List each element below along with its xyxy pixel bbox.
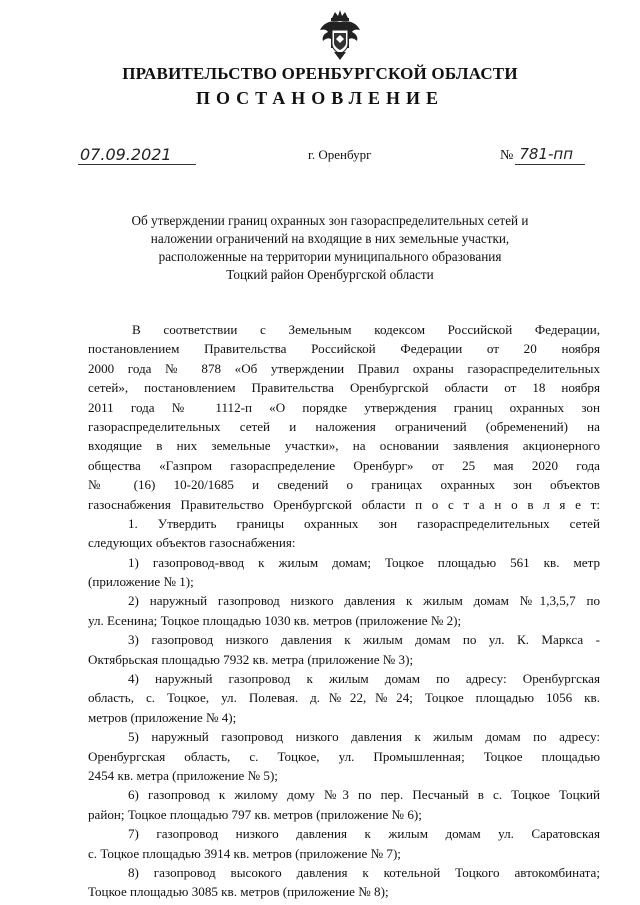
document-subject <box>100 212 560 284</box>
body-line: № (16) 10-20/1685 и сведений о границах охранных зон объектов <box>88 477 600 493</box>
document-type: ПОСТАНОВЛЕНИЕ <box>195 88 445 108</box>
body-line: В соответствии с Земельным кодексом Российской Федерации, <box>132 322 600 337</box>
body-line: 2011 года № 1112-п «О порядке утверждения границ охранных зон <box>88 399 600 415</box>
body-line: газоснабжения Правительство Оренбургской области п о с т а н о в л я е т: <box>88 496 600 512</box>
body-line: Тоцкое площадью 3085 кв. метров (приложение № 8); <box>88 884 389 900</box>
body-line: следующих объектов газоснабжения: <box>88 535 296 551</box>
government-title: ПРАВИТЕЛЬСТВО ОРЕНБУРГСКОЙ ОБЛАСТИ <box>122 64 518 83</box>
body-line: 6) газопровод к жилому дому №3 по пер. Песчаный в с. Тоцкое Тоцкий <box>128 787 600 803</box>
body-line: 2000 года № 878 «Об утверждении Правил охраны газораспределительных <box>88 360 600 376</box>
subject-line: расположенные на территории муниципального образования <box>158 249 502 264</box>
body-line: сетей», постановлением Правительства Оренбургской области от 18 ноября <box>88 380 600 396</box>
body-line: район; Тоцкое площадью 797 кв. метров (приложение № 6); <box>88 806 422 822</box>
body-line: входящие в них земельные участки», на основании заявления акционерного <box>88 438 600 454</box>
body-line: Октябрьская площадью 7932 кв. метра (приложение № 3); <box>88 651 414 667</box>
body-line: 1. Утвердить границы охранных зон газораспределительных сетей <box>128 515 600 531</box>
document-number <box>500 145 573 164</box>
subject-line: Тоцкий район Оренбургской области <box>226 267 434 282</box>
coat-of-arms-icon <box>318 8 362 62</box>
number-sign: № <box>500 148 514 163</box>
document-date: 07.09.2021 <box>80 145 172 164</box>
body-line: с. Тоцкое площадью 3914 кв. метров (приложение № 7); <box>88 845 401 861</box>
number-underline <box>515 164 585 165</box>
body-line: (приложение № 1); <box>88 574 194 590</box>
date-underline <box>78 164 196 165</box>
body-line: 7) газопровод низкого давления к жилым домам ул. Саратовская <box>128 826 600 842</box>
subject-line: Об утверждении границ охранных зон газораспределительных сетей и <box>131 213 529 228</box>
number-value: 781-пп <box>519 145 574 163</box>
body-line: общества «Газпром газораспределение Оренбург» от 25 мая 2020 года <box>88 457 600 473</box>
body-line: 8) газопровод высокого давления к котельной Тоцкого автокомбината; <box>128 864 600 880</box>
body-line: постановлением Правительства Российской Федерации от 20 ноября <box>88 341 600 357</box>
body-line: 1) газопровод-ввод к жилым домам; Тоцкое площадью 561 кв. метр <box>128 554 600 570</box>
body-line: газораспределительных сетей и наложения ограничений (обременений) на <box>88 418 600 434</box>
body-line: Оренбургская область, с. Тоцкое, ул. Промышленная; Тоцкое площадью <box>88 748 600 764</box>
body-line: метров (приложение № 4); <box>88 709 237 725</box>
body-line: 3) газопровод низкого давления к жилым домам по ул. К. Маркса - <box>128 632 600 648</box>
body-line: 2454 кв. метра (приложение № 5); <box>88 767 278 783</box>
subject-line: наложении ограничений на входящие в них земельные участки, <box>150 231 510 246</box>
body-line: 4) наружный газопровод к жилым домам по адресу: Оренбургская <box>128 671 600 687</box>
document-city: г. Оренбург <box>308 147 372 162</box>
document-meta <box>0 145 640 167</box>
body-line: 2) наружный газопровод низкого давления к жилым домам №1,3,5,7 по <box>128 593 600 609</box>
body-line: область, с. Тоцкое, ул. Полевая. д.№22,№24; Тоцкое площадью 1056 кв. <box>88 690 600 706</box>
body-line: 5) наружный газопровод низкого давления к жилым домам по адресу: <box>128 729 600 745</box>
document-body <box>88 320 600 902</box>
body-line: ул. Есенина; Тоцкое площадью 1030 кв. метров (приложение № 2); <box>88 612 462 628</box>
